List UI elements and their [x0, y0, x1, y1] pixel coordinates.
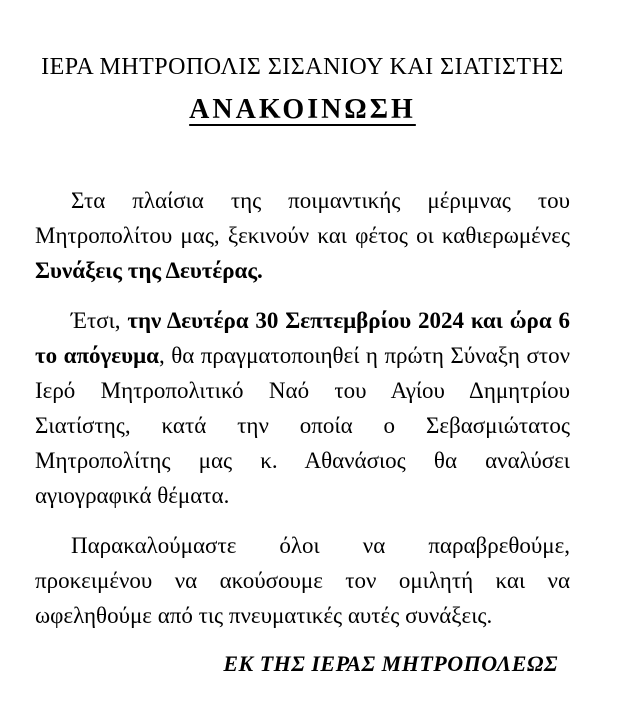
- paragraph-invitation: Παρακαλούμαστε όλοι να παραβρεθούμε, προκειμένου να ακούσουμε τον ομιλητή και να ωφεληθούμε από τις πνευματικές αυτές συνάξεις.: [35, 533, 570, 628]
- announcement-title: [35, 91, 570, 129]
- document-body: [35, 183, 570, 633]
- paragraph-event-details: Έτσι, την Δευτέρα 30 Σεπτεμβρίου 2024 και ώρα 6 το απόγευμα, θα πραγματοποιηθεί η πρώτη Σύναξη στον Ιερό Μητροπολιτικό Ναό του Αγίου Δημητρίου Σιατίστης, κατά την οποία ο Σεβασμιώτατος Μητροπολίτης μας κ. Αθανάσιος θα αναλύσει αγιογραφικά θέματα.: [35, 308, 571, 508]
- paragraph-intro: Στα πλαίσια της ποιμαντικής μέριμνας του Μητροπολίτου μας, ξεκινούν και φέτος οι καθιερωμένες Συνάξεις της Δευτέρας.: [35, 188, 570, 283]
- signature-line: ΕΚ ΤΗΣ ΙΕΡΑΣ ΜΗΤΡΟΠΟΛΕΩΣ: [223, 651, 558, 676]
- organization-name: ΙΕΡΑ ΜΗΤΡΟΠΟΛΙΣ ΣΙΣΑΝΙΟΥ ΚΑΙ ΣΙΑΤΙΣΤΗΣ: [41, 54, 564, 80]
- announcement-title-text: ΑΝΑΚΟΙΝΩΣΗ: [189, 94, 416, 125]
